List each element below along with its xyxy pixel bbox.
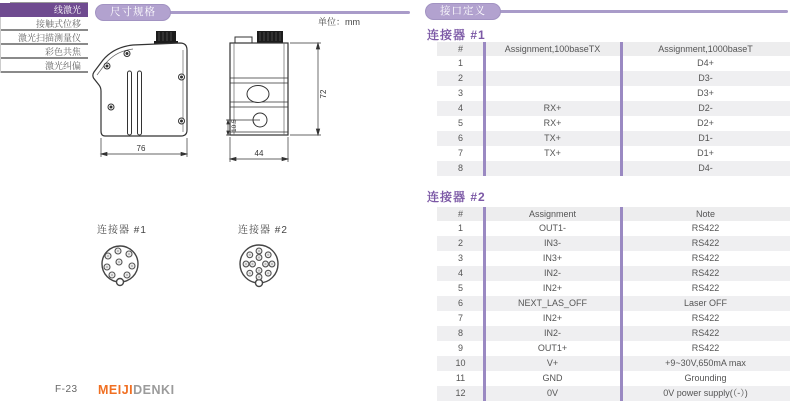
table-cell: V+ [546,358,559,368]
table-cell: IN3+ [542,253,563,263]
table-cell: RS422 [691,328,720,338]
table-header-row [437,42,790,56]
table-cell: D4- [698,163,713,173]
table-cell: D3+ [697,88,714,98]
table-cell: RX+ [543,118,562,128]
column-header: Assignment,100baseTX [504,44,601,54]
table-row [437,386,790,401]
table-cell: RS422 [691,253,720,263]
table-cell: 2 [457,238,463,248]
table-cell [484,86,621,101]
connector2-diagram [234,240,286,292]
table-cell: IN3- [543,238,561,248]
side-view-slot [138,71,142,135]
table-cell: 12 [455,388,466,398]
dimension-76-label: 76 [136,144,146,153]
interface-definition-header: 接口定义 [425,3,501,20]
meiji-denki-logo [98,383,175,397]
table-cell: 5 [457,118,463,128]
logo-meiji: MEIJI [98,383,134,397]
dimension-72-label: 72 [319,89,328,99]
left-header-line [160,11,410,14]
table-row [437,86,790,101]
table-cell: D1+ [697,148,714,158]
table-row [437,326,790,341]
column-header: Assignment [528,209,577,219]
connector2-table-title: 连接器 #2 [427,190,486,204]
front-view-drawing [222,28,330,170]
table-cell: Laser OFF [683,298,727,308]
table-cell: 10 [455,358,466,368]
table-cell: 7 [457,313,463,323]
table-row [437,236,790,251]
dimension-spec-header: 尺寸规格 [95,4,171,21]
connector1-table [437,42,790,176]
table-cell: NEXT_LAS_OFF [517,298,588,308]
sidebar-item-laser-correction[interactable]: 激光纠偏 [1,59,88,73]
table-cell: 0V power supply(（-）) [663,388,748,398]
table-cell: +9~30V,650mA max [665,358,746,368]
table-cell [484,161,621,176]
side-view-drawing [88,30,198,170]
table-header-row [437,207,790,221]
column-header: # [457,44,463,54]
table-cell: Grounding [684,373,727,383]
table-cell: OUT1- [539,223,566,233]
dimension-72 [290,43,321,135]
table-cell: IN2- [543,328,561,338]
connector-keyway [117,279,124,286]
sidebar-item-line-laser[interactable]: 线激光 [0,3,88,17]
table-row [437,251,790,266]
table-cell: 5 [457,283,463,293]
table-cell: GND [542,373,563,383]
table-row [437,131,790,146]
table-cell: RS422 [691,268,720,278]
right-header-line [490,10,788,13]
table-cell [484,71,621,86]
table-cell: 8 [457,163,463,173]
table-cell: RS422 [691,343,720,353]
table-row [437,116,790,131]
sidebar-nav [0,0,88,73]
table-cell: 3 [457,253,463,263]
front-view-lens [247,86,269,103]
table-cell: RS422 [691,313,720,323]
table-row [437,161,790,176]
table-cell: 8 [457,328,463,338]
column-header: Note [695,209,715,219]
table-row [437,101,790,116]
table-cell: 9 [457,343,463,353]
table-cell: 4 [457,103,463,113]
table-cell: 1 [457,58,463,68]
table-cell: 7 [457,148,463,158]
table-cell: 0V [546,388,558,398]
connector2-diagram-label: 连接器 #2 [238,225,288,236]
table-row [437,311,790,326]
table-cell: D4+ [697,58,714,68]
table-cell: D2+ [697,118,714,128]
table-cell [484,56,621,71]
table-cell: 6 [457,133,463,143]
table-cell: RS422 [691,223,720,233]
table-row [437,221,790,236]
sidebar-item-contact-displacement[interactable]: 接触式位移 [1,17,88,31]
column-separator [483,207,486,401]
dimension-10-5-label: 10.5 [231,119,238,132]
table-cell: D3- [698,73,713,83]
column-separator [620,207,623,401]
column-separator [483,42,486,176]
table-cell: 6 [457,298,463,308]
dimension-44-label: 44 [254,149,264,158]
table-cell: TX+ [544,133,561,143]
table-cell: D2- [698,103,713,113]
table-cell: 11 [455,373,466,383]
table-cell: RS422 [691,283,720,293]
connector1-diagram-label: 连接器 #1 [97,225,147,236]
sidebar-item-laser-scan-measure[interactable]: 激光扫描测量仪 [1,31,88,45]
logo-denki: DENKI [133,383,175,397]
table-cell: 4 [457,268,463,278]
connector1-diagram [95,240,147,292]
side-view-slot [128,71,132,135]
table-cell: IN2+ [542,283,563,293]
table-row [437,341,790,356]
table-cell: IN2- [543,268,561,278]
table-cell: IN2+ [542,313,563,323]
connector-keyway [256,280,263,287]
table-row [437,56,790,71]
table-row [437,146,790,161]
table-cell: 2 [457,73,463,83]
connector2-table [437,207,790,401]
table-row [437,296,790,311]
unit-label: 单位：mm [318,17,360,27]
table-cell: OUT1+ [537,343,568,353]
connector1-table-title: 连接器 #1 [427,28,486,42]
table-row [437,266,790,281]
table-row [437,356,790,371]
column-header: # [457,209,463,219]
column-header: Assignment,1000baseT [658,44,753,54]
table-cell: 1 [457,223,463,233]
table-row [437,371,790,386]
table-row [437,281,790,296]
table-cell: RS422 [691,238,720,248]
table-row [437,71,790,86]
table-cell: RX+ [543,103,562,113]
sidebar-item-color-confocal[interactable]: 彩色共焦 [1,45,88,59]
page-number: F-23 [55,384,78,395]
table-cell: D1- [698,133,713,143]
table-cell: TX+ [544,148,561,158]
table-cell: 3 [457,88,463,98]
column-separator [620,42,623,176]
front-view-connector-block [257,31,283,43]
